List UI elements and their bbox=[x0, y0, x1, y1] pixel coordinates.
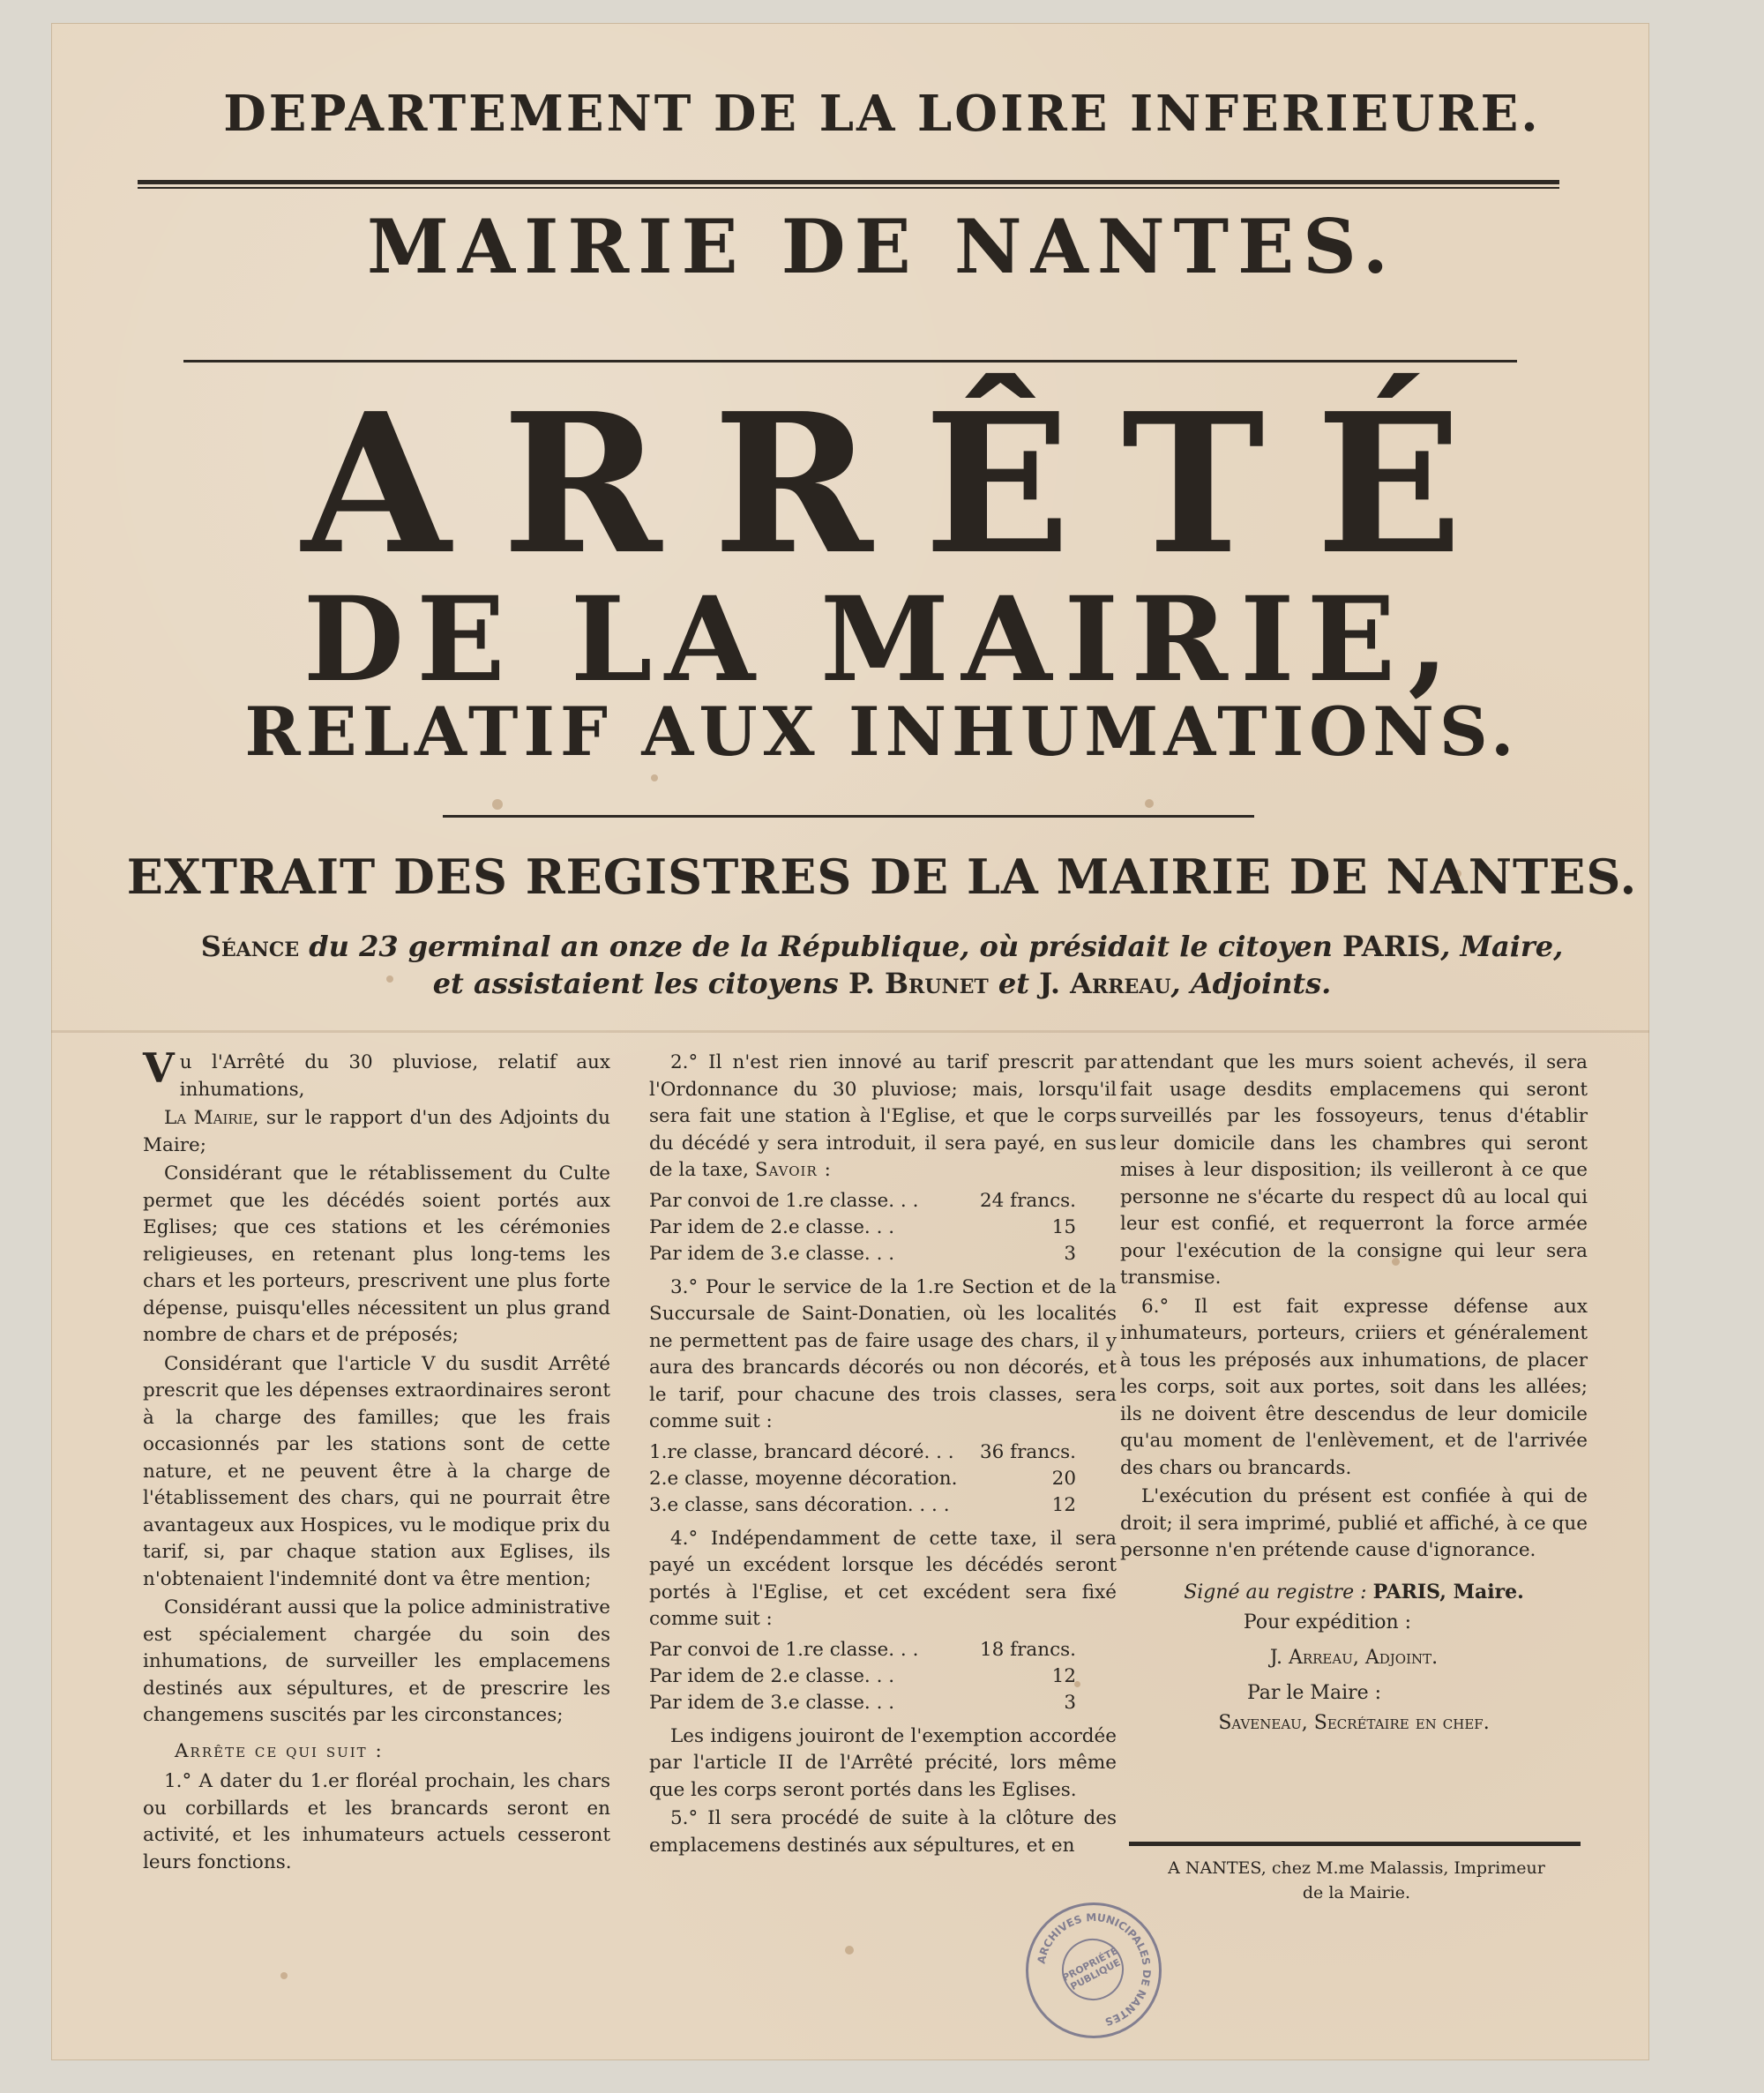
col1-paragraph: , sur le rapport d'un des Adjoints du Maire; bbox=[143, 1107, 610, 1156]
savoir: Savoir : bbox=[754, 1159, 832, 1181]
stamp-ring-label: ARCHIVES MUNICIPALES DE NANTES bbox=[1035, 1910, 1154, 2029]
department-heading: DEPARTEMENT DE LA LOIRE INFERIEURE. bbox=[223, 85, 1541, 143]
paper-fold bbox=[51, 1030, 1649, 1033]
mairie-heading: MAIRIE DE NANTES. bbox=[366, 203, 1398, 290]
tariff-table-1 bbox=[649, 1188, 1117, 1267]
table-row bbox=[649, 1663, 1117, 1690]
signature-block bbox=[1120, 1577, 1588, 1738]
execution-paragraph: L'exécution du présent est confiée à qui de droit; il sera imprimé, publié et affiché, à ce que personne n'en prétende cause d'ignorance. bbox=[1120, 1485, 1588, 1561]
tariff-table-3 bbox=[649, 1637, 1117, 1716]
adjoint-signature: J. Arreau, Adjoint. bbox=[1269, 1646, 1439, 1669]
foxing-spot bbox=[280, 1972, 288, 1979]
par-le-maire: Par le Maire : bbox=[1246, 1681, 1382, 1704]
seance-word: Séance bbox=[200, 930, 300, 963]
session-line1: du 23 germinal an onze de la République, où présidait le citoyen bbox=[309, 930, 1333, 963]
session-statement bbox=[0, 928, 1764, 1002]
foxing-spot bbox=[845, 1946, 854, 1955]
header-rule bbox=[138, 180, 1559, 184]
table-row bbox=[649, 1241, 1117, 1267]
tariff-value: 3 bbox=[1064, 1242, 1076, 1265]
colophon-rule bbox=[1129, 1842, 1581, 1846]
mayor-name: PARIS bbox=[1342, 930, 1441, 963]
table-row bbox=[649, 1690, 1117, 1716]
article-2: 2.° Il n'est rien innové au tarif prescrit par l'Ordonnance du 30 pluviose; mais, lorsqu'il sera fait une station à l'Eglise, et que le corps du décédé y sera introduit, il sera payé, en sus de la taxe, bbox=[649, 1051, 1117, 1181]
tariff-value: 36 francs. bbox=[979, 1440, 1076, 1463]
tariff-label: 3.e classe, sans décoration. . . . bbox=[649, 1493, 950, 1516]
indigens-paragraph: Les indigens jouiront de l'exemption accordée par l'article II de l'Arrêté précité, lors même que les corps seront portés dans les Eglises. bbox=[649, 1724, 1117, 1801]
subject-rule bbox=[443, 815, 1254, 818]
col1-paragraph: Considérant aussi que la police administrative est spécialement chargée du soin des inhumations, de surveiller les emplacemens destinés aux sépultures, et de prescrire les changemens suscités par les circonstances; bbox=[143, 1596, 610, 1726]
text-column-1 bbox=[143, 1044, 610, 1878]
arrete-title: ARRÊTÉ bbox=[301, 371, 1514, 597]
session-line1-end: , Maire, bbox=[1440, 930, 1564, 963]
article-3: 3.° Pour le service de la 1.re Section et de la Succursale de Saint-Donatien, où les localités ne permettent pas de faire usage des chars, il y aura des brancards décorés ou non décorés, et le tarif, pour chacune des trois classes, sera comme suit : bbox=[649, 1275, 1117, 1432]
table-row bbox=[649, 1637, 1117, 1663]
mairie-rule bbox=[183, 360, 1517, 363]
printer-colophon bbox=[1127, 1856, 1586, 1905]
tariff-label: Par idem de 3.e classe. . . bbox=[649, 1691, 895, 1714]
la-mairie: La Mairie bbox=[164, 1107, 253, 1129]
subject-title: RELATIF AUX INHUMATIONS. bbox=[244, 692, 1520, 771]
secretaire-signature: Saveneau, Secrétaire en chef. bbox=[1218, 1711, 1490, 1734]
article-5: 5.° Il sera procédé de suite à la clôture des emplacemens destinés aux sépultures, et en bbox=[649, 1807, 1117, 1857]
tariff-label: 1.re classe, brancard décoré. . . bbox=[649, 1440, 954, 1463]
foxing-spot bbox=[651, 774, 658, 781]
arrete-ce-qui-suit: Arrête ce qui suit : bbox=[175, 1739, 384, 1762]
tariff-label: 2.e classe, moyenne décoration. bbox=[649, 1467, 958, 1490]
adjoint-brunet: P. Brunet bbox=[848, 967, 989, 1001]
article-1: 1.° A dater du 1.er floréal prochain, les chars ou corbillards et les brancards seront en activité, et les inhumateurs actuels cesseront leurs fonctions. bbox=[143, 1770, 610, 1873]
foxing-spot bbox=[492, 799, 503, 810]
tariff-label: Par idem de 3.e classe. . . bbox=[649, 1242, 895, 1265]
signed-name: PARIS, Maire. bbox=[1372, 1580, 1524, 1603]
tariff-value: 18 francs. bbox=[979, 1638, 1076, 1661]
table-row bbox=[649, 1215, 1117, 1241]
col1-paragraph: Considérant que le rétablissement du Culte permet que les décédés soient portés aux Eglises; que ces stations et les cérémonies religieuses, en retenant plus long-tems les chars et les porteurs, prescrivent une plus forte dépense, puisqu'elles nécessitent un plus grand nombre de chars et de préposés; bbox=[143, 1162, 610, 1346]
text-column-2 bbox=[649, 1050, 1117, 1861]
tariff-label: Par idem de 2.e classe. . . bbox=[649, 1664, 895, 1687]
col1-paragraph: Considérant que l'article V du susdit Arrêté prescrit que les dépenses extraordinaires seront à la charge des familles; que les frais occasionnés par les stations sont de cette nature, et ne peuvent être à la charge de l'établissement des chars, qui ne pourrait être avantageux aux Hospices, vu le modique prix du tarif, si, par chaque station aux Eglises, ils n'obtenaient l'indemnité dont va être mention; bbox=[143, 1352, 610, 1590]
extract-heading: EXTRAIT DES REGISTRES DE LA MAIRIE DE NANTES. bbox=[126, 848, 1638, 905]
tariff-label: Par convoi de 1.re classe. . . bbox=[649, 1638, 919, 1661]
header-rule-thin bbox=[138, 187, 1559, 189]
tariff-value: 15 bbox=[1051, 1215, 1076, 1238]
colophon-line2: de la Mairie. bbox=[1302, 1883, 1411, 1902]
tariff-table-2 bbox=[649, 1439, 1117, 1519]
colophon-line1: A NANTES, chez M.me Malassis, Imprimeur bbox=[1168, 1858, 1545, 1878]
text-column-3 bbox=[1120, 1050, 1588, 1738]
tariff-value: 20 bbox=[1051, 1467, 1076, 1490]
table-row bbox=[649, 1439, 1117, 1466]
table-row bbox=[649, 1492, 1117, 1519]
session-and: et bbox=[998, 967, 1030, 1001]
archive-stamp bbox=[1026, 1902, 1162, 2038]
tariff-label: Par idem de 2.e classe. . . bbox=[649, 1215, 895, 1238]
dropcap: V bbox=[143, 1044, 175, 1092]
de-la-mairie-title: DE LA MAIRIE, bbox=[303, 572, 1461, 708]
expedition-label: Pour expédition : bbox=[1243, 1611, 1412, 1633]
session-line2: et assistaient les citoyens bbox=[432, 967, 839, 1001]
tariff-value: 12 bbox=[1051, 1664, 1076, 1687]
session-line2-end: , Adjoints. bbox=[1170, 967, 1332, 1001]
signed-label: Signé au registre : bbox=[1184, 1581, 1367, 1603]
article-4: 4.° Indépendamment de cette taxe, il sera payé un excédent lorsque les décédés seront portés à l'Eglise, et cet excédent sera fixé comme suit : bbox=[649, 1527, 1117, 1630]
col1-paragraph: u l'Arrêté du 30 pluviose, relatif aux inhumations, bbox=[179, 1051, 610, 1101]
article-5-continued: attendant que les murs soient achevés, il sera fait usage desdits emplacemens qui seront surveillés par les fossoyeurs, tenus d'établir leur domicile dans les chambres qui seront mises à leur disposition; ils veilleront à ce que personne ne s'écarte du respect dû au local qui leur est confié, et requerront la force armée pour l'exécution de la consigne qui leur sera transmise. bbox=[1120, 1051, 1588, 1289]
adjoint-arreau: J. Arreau bbox=[1039, 967, 1171, 1001]
tariff-value: 12 bbox=[1051, 1493, 1076, 1516]
tariff-value: 3 bbox=[1064, 1691, 1076, 1714]
tariff-label: Par convoi de 1.re classe. . . bbox=[649, 1189, 919, 1212]
article-6: 6.° Il est fait expresse défense aux inhumateurs, porteurs, criiers et généralement à tous les préposés aux inhumations, de placer les corps, soit aux portes, soit dans les allées; ils ne doivent être descendus de leur domicile qu'au moment de l'enlèvement, et de l'arrivée des chars ou brancards. bbox=[1120, 1295, 1588, 1479]
tariff-value: 24 francs. bbox=[979, 1189, 1076, 1212]
stamp-center: PROPRIÉTÉ PUBLIQUE bbox=[1051, 1928, 1135, 2012]
table-row bbox=[649, 1466, 1117, 1492]
foxing-spot bbox=[1145, 799, 1154, 808]
table-row bbox=[649, 1188, 1117, 1215]
